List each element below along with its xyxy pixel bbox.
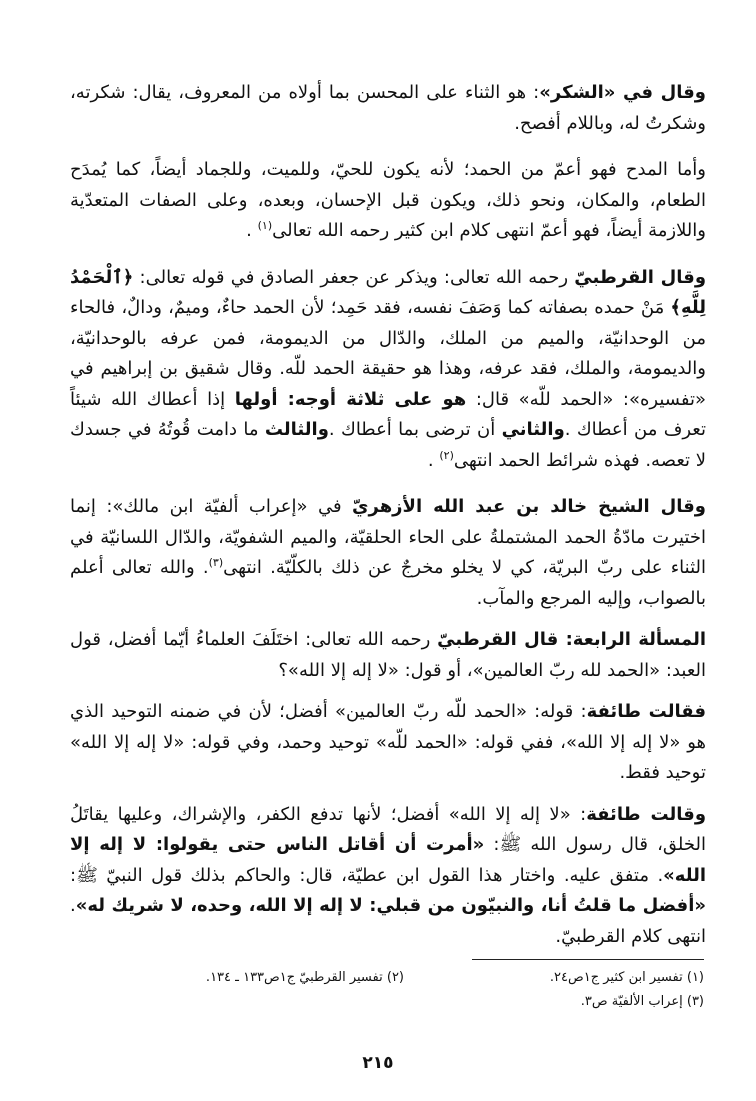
text-run: . متفق عليه. واختار هذا القول ابن عطيّة، قال: والحاكم بذلك قول النبيّ ﷺ: (70, 864, 664, 886)
footnote-marker: (٣) (208, 556, 224, 569)
bold-text: وقال الشيخ خالد بن عبد الله الأزهريّ (352, 496, 706, 517)
paragraph-gap (70, 476, 706, 492)
text-run: في «إعراب ألفيّة ابن مالك»: إنما اختيرت مادّةُ الحمد المشتملةُ على الحاء الحلقيّة، والميم الشفويّة، والدّال اللسانيّة في الثناء على ربّ البريّة، كي لا يخلو مخرجٌ عن ذلك بالكلّيّة. انتهى (70, 496, 706, 578)
text-run: : قوله: «الحمد للّه ربّ العالمين» أفضل؛ لأن في ضمنه التوحيد الذي هو «لا إله إلا الله»، ففي قوله: «الحمد للّه» توحيد وحمد، وفي قوله: «لا إله إلا الله» توحيد فقط. (70, 701, 706, 783)
footnote-row (104, 966, 704, 990)
paragraph-gap (70, 686, 706, 697)
bold-text: والثاني (501, 419, 565, 440)
text-run: . والله تعالى أعلم بالصواب، وإليه المرجع والمآب. (70, 557, 706, 609)
text-run: إذا أعطاك الله شيئاً تعرف من أعطاك . (70, 388, 706, 440)
footnote-row (104, 990, 704, 1014)
text-run: رحمه الله تعالى: اختَلَفَ العلماءُ أيّما أفضل، قول العبد: «الحمد لله ربّ العالمين»، أو قول: «لا إله إلا الله»؟ (70, 629, 706, 681)
footnote-separator (472, 959, 704, 960)
paragraph-gap (70, 789, 706, 800)
bold-text: فقالت طائفة (586, 701, 706, 722)
bold-text: «أمرت أن أقاتل الناس حتى يقولوا: لا إله إلا الله» (70, 834, 706, 886)
page-body (70, 78, 706, 952)
paragraph (70, 625, 706, 686)
text-run: : هو الثناء على المحسن بما أولاه من المعروف، يقال: شكرته، وشكرتُ له، وباللام أفصح. (70, 82, 706, 134)
text-run: رحمه الله تعالى: ويذكر عن جعفر الصادق في قوله تعالى: (133, 266, 575, 288)
page-number: ٢١٥ (362, 1053, 394, 1073)
text-run: وأما المدح فهو أعمّ من الحمد؛ لأنه يكون للحيّ، وللميت، وللجماد أيضاً، كما يُمدَح الطعام، والمكان، ونحو ذلك، ويكون قبل الإحسان، وبعده، وعلى الصفات المتعدّية واللازمة أيضاً، فهو أعمّ انتهى كلام ابن كثير رحمه الله تعالى (70, 159, 706, 241)
bold-text: وقال القرطبيّ (574, 266, 707, 288)
text-run: ما دامت قُوتُهُ في جسدك لا تعصه. فهذه شرائط الحمد انتهى (70, 419, 706, 471)
bold-text: «أفضل ما قلتُ أنا، والنبيّون من قبلي: لا إله إلا الله، وحده، لا شريك له» (75, 895, 706, 916)
paragraph (70, 155, 706, 247)
paragraph (70, 492, 706, 614)
paragraph-gap (70, 247, 706, 263)
paragraph (70, 800, 706, 953)
paragraph (70, 263, 706, 477)
text-run: . (246, 220, 258, 241)
footnote-marker: (٢) (439, 448, 454, 462)
bold-text: وقالت طائفة (586, 803, 707, 825)
paragraph-gap (70, 139, 706, 155)
text-run: مَنْ حمده بصفاته كما وَصَفَ نفسه، فقد حَمِد؛ لأن الحمد حاءٌ، وميمٌ، ودالٌ، فالحاء من الوحدانيّة، والميم من الملك، والدّال من الديمومة، فمن عرفه بالوحدانيّة، والديمومة، والملك، فقد عرفه، وهذا هو حقيقة الحمد للّه. وقال شقيق بن إبراهيم في «تفسيره»: «الحمد للّه» قال: (70, 297, 706, 410)
footnotes (104, 966, 704, 1014)
footnote-entry: (١) تفسير ابن كثير ج١ص٢٤. (549, 970, 704, 985)
bold-text: وقال في «الشكر» (539, 82, 706, 103)
text-run: : «لا إله إلا الله» أفضل؛ لأنها تدفع الكفر، والإشراك، وعليها يقاتَلُ الخلق، قال رسول الله ﷺ: (70, 803, 706, 855)
bold-text: هو على ثلاثة أوجه: أولها (234, 388, 467, 410)
text-run: أن ترضى بما أعطاك . (328, 419, 502, 440)
footnote-entry: (٢) تفسير القرطبيّ ج١ص١٣٣ ـ ١٣٤. (205, 970, 404, 985)
bold-text: المسألة الرابعة: قال القرطبيّ (437, 629, 706, 650)
bold-text: والثالث (264, 419, 329, 440)
footnote-marker: (١) (257, 219, 273, 232)
paragraph (70, 697, 706, 789)
paragraph-gap (70, 614, 706, 625)
text-run: . انتهى كلام القرطبيّ. (70, 895, 706, 947)
bold-text: ﴿ٱلْحَمْدُ لِلَّهِ﴾ (70, 266, 706, 318)
text-run: . (427, 449, 440, 471)
paragraph (70, 78, 706, 139)
footnote-entry: (٣) إعراب الألفيّة ص٣. (580, 994, 704, 1009)
